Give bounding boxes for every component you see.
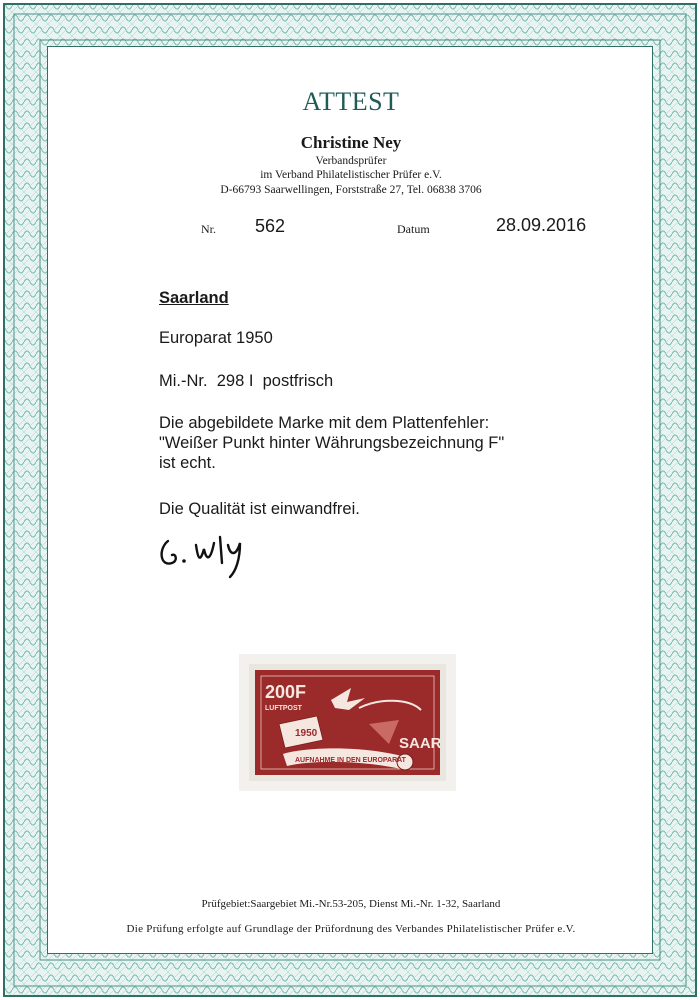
- nr-label: Nr.: [201, 222, 216, 236]
- footer-regulation: Die Prüfung erfolgte auf Grundlage der Prüfordnung des Verbandes Philatelistischer Prüfer e.V.: [126, 923, 576, 935]
- description-line-2: "Weißer Punkt hinter Währungsbezeichnung F": [159, 434, 505, 452]
- datum-label: Datum: [397, 222, 430, 236]
- signature-icon: [154, 519, 264, 579]
- catalog-number: Mi.-Nr. 298 I postfrisch: [159, 372, 334, 390]
- examiner-association: im Verband Philatelistischer Prüfer e.V.: [260, 169, 442, 181]
- page-title: ATTEST: [302, 87, 400, 116]
- quality-statement: Die Qualität ist einwandfrei.: [159, 500, 360, 518]
- description: [159, 413, 504, 473]
- stamp-luftpost: LUFTPOST: [265, 705, 302, 712]
- stamp-country: SAAR: [399, 735, 442, 752]
- description-line-1: Die abgebildete Marke mit dem Plattenfehler:: [159, 414, 490, 432]
- country-heading: Saarland: [159, 289, 229, 307]
- examiner-name: Christine Ney: [300, 133, 402, 152]
- stamp-value: 200F: [265, 682, 307, 702]
- stamp-image: [239, 654, 456, 791]
- examiner-address: D-66793 Saarwellingen, Forststraße 27, Tel. 06838 3706: [220, 184, 482, 196]
- stamp-banner: AUFNAHME IN DEN EUROPARAT: [295, 757, 406, 764]
- issue-text: Europarat 1950: [159, 329, 273, 347]
- certificate-body: [47, 46, 653, 954]
- examiner-role: Verbandsprüfer: [315, 155, 387, 167]
- datum-value: 28.09.2016: [496, 215, 587, 235]
- stamp-year: 1950: [295, 728, 318, 739]
- footer-exam-area: Prüfgebiet:Saargebiet Mi.-Nr.53-205, Dienst Mi.-Nr. 1-32, Saarland: [201, 898, 501, 910]
- nr-value: 562: [255, 216, 286, 236]
- description-line-3: ist echt.: [159, 454, 216, 472]
